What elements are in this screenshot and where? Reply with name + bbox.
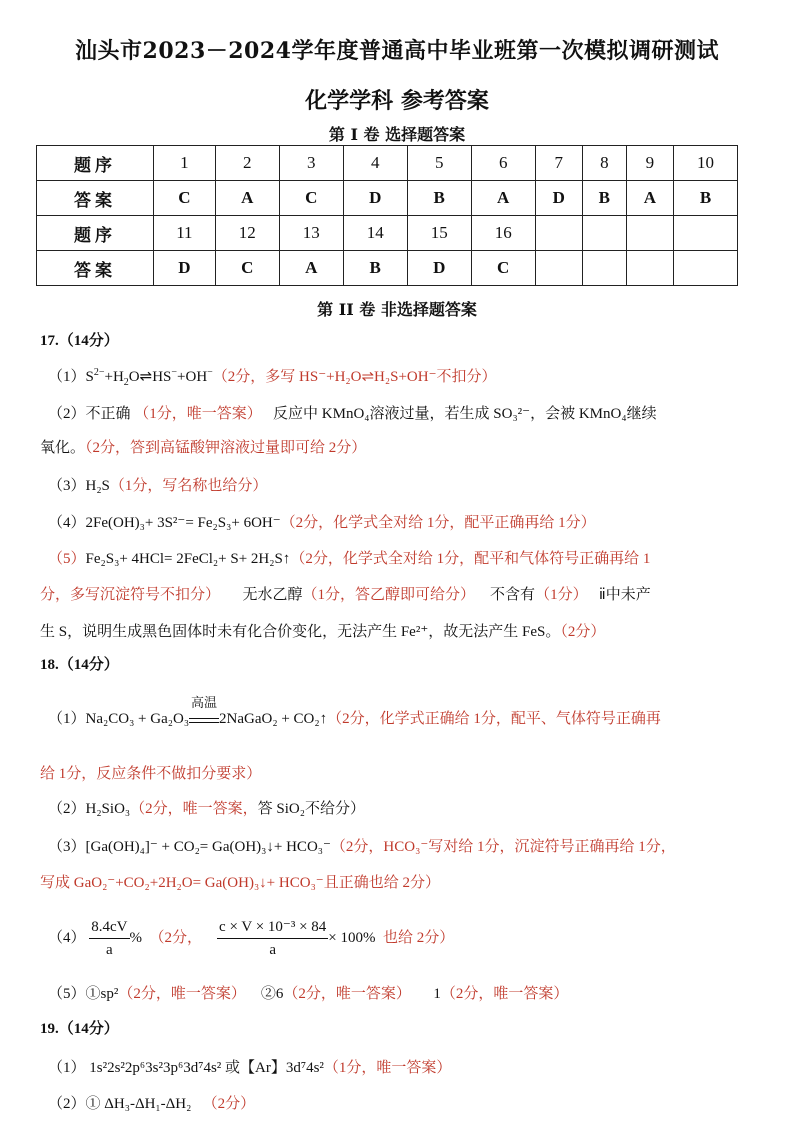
q17-part2 (48, 403, 768, 425)
q17-part5-note5: （2分） (560, 624, 606, 640)
q17-part5-solvent: 无水乙醇 (242, 587, 303, 603)
q17-part5-contains: 不含有 (490, 587, 536, 603)
q18-part1-reactants: Na₂CO₃ + Ga₂O₃ (85, 711, 190, 727)
empty-cell (626, 216, 673, 251)
question-number: 9 (626, 146, 673, 181)
answer-cell: C (471, 251, 535, 286)
q19-part2-answer: （2）① ΔH₃-ΔH₁-ΔH₂ (48, 1096, 192, 1112)
q18-part3-cont (40, 872, 760, 894)
fraction-1 (89, 916, 129, 961)
answer-cell: C (154, 181, 216, 216)
q17-part5-note3: （1分，答乙醇即可给分） (302, 587, 476, 603)
answer-cell: C (279, 181, 343, 216)
q17-part4-note: （2分，化学式全对给 1分，配平正确再给 1分） (280, 515, 596, 531)
table-row (37, 181, 738, 216)
empty-cell (535, 251, 582, 286)
q17-part2-reason-end: 氧化。 (40, 440, 86, 456)
q18-part5-answer2: ②6 (260, 986, 284, 1002)
question-number: 12 (215, 216, 279, 251)
answer-cell: A (626, 181, 673, 216)
section-1-heading: 第 I 卷 选择题答案 (328, 125, 466, 144)
q18-part5-note2: （2分，唯一答案） (283, 986, 411, 1002)
empty-cell (673, 216, 737, 251)
question-number: 4 (343, 146, 407, 181)
q18-part1-cont (40, 763, 760, 785)
empty-cell (673, 251, 737, 286)
q17-part1: $(1)S^{2-}+H_2O\rightleftharpoons HS^-+OH^-(2$分，多写 HS⁻+H₂O⇌H₂S+OH⁻不扣分） (48, 367, 497, 388)
q17-part5 (48, 548, 768, 570)
q18-part5-answer3: 1 (433, 986, 441, 1002)
empty-cell (582, 251, 626, 286)
question-number: 8 (582, 146, 626, 181)
question-number: 1 (154, 146, 216, 181)
percent-sign: % (129, 929, 143, 946)
table-row (37, 251, 738, 286)
question-number: 16 (471, 216, 535, 251)
q18-part4 (48, 916, 768, 961)
q18-part4-label: （4） (48, 929, 86, 946)
equals-sign-icon (189, 718, 219, 723)
question-number: 14 (343, 216, 407, 251)
row-label: 题序 (37, 216, 154, 251)
row-label: 题序 (37, 146, 154, 181)
answer-table (36, 145, 738, 286)
q17-part5-cont (40, 584, 760, 606)
q18-part4-note: （2分， (149, 929, 203, 946)
q18-part3-note: （2分，HCO₃⁻写对给 1分，沉淀符号正确再给 1分， (330, 839, 676, 855)
fraction-2-denominator: a (269, 942, 276, 958)
q18-part1-products: 2NaGaO₂ + CO₂↑ (219, 711, 328, 727)
row-label: 答案 (37, 251, 154, 286)
q18-part5-note3: （2分，唯一答案） (440, 986, 569, 1002)
row-label: 答案 (37, 181, 154, 216)
question-number: 2 (215, 146, 279, 181)
q17-part2-note2: （2分，答到高锰酸钾溶液过量即可给 2分） (85, 440, 367, 456)
q17-part1-note: （2分，多写 HS⁻+H₂O⇌H₂S+OH⁻不扣分） (212, 369, 497, 385)
q18-part2-note: （2分，唯一答案， (130, 801, 258, 817)
q17-part5-note: （2分，化学式全对给 1分，配平和气体符号正确再给 1 (290, 551, 651, 567)
q17-part4 (48, 512, 768, 534)
question-number: 5 (407, 146, 471, 181)
fraction-1-denominator: a (106, 942, 113, 958)
q17-part5-note2: 分，多写沉淀符号不扣分） (40, 587, 221, 603)
table-row (37, 216, 738, 251)
page-title: 汕头市2023－2024学年度普通高中毕业班第一次模拟调研测试 (75, 38, 719, 64)
q17-part3-note: （1分，写名称也给分） (109, 478, 268, 494)
question-number: 15 (407, 216, 471, 251)
question-number: 7 (535, 146, 582, 181)
q17-part5-reason2: 生 S，说明生成黑色固体时未有化合价变化，无法产生 Fe²⁺，故无法产生 FeS。 (40, 624, 561, 640)
question-number: 6 (471, 146, 535, 181)
q18-part1-note2: 给 1分，反应条件不做扣分要求） (40, 766, 262, 782)
q18-part1 (48, 695, 768, 730)
answer-cell: B (343, 251, 407, 286)
q17-part5-cont2 (40, 621, 760, 643)
q17-part2-note: （1分，唯一答案） (134, 406, 262, 422)
q17-part3-answer: （3）H₂S (48, 478, 110, 494)
q17-part5-label: （5） (48, 551, 86, 567)
q18-part2-answer: （2）H₂SiO₃ (48, 801, 131, 817)
q18-part1-note: （2分，化学式正确给 1分，配平、气体符号正确再 (327, 711, 661, 727)
answer-cell: A (471, 181, 535, 216)
q19-part1 (48, 1057, 768, 1079)
answer-cell: B (582, 181, 626, 216)
q17-part5-reason: ⅱ中未产 (598, 587, 651, 603)
q18-part5 (48, 983, 768, 1005)
q19-part1-note: （1分，唯一答案） (323, 1060, 452, 1076)
answer-cell: B (407, 181, 471, 216)
q18-part2-note-b: 答 SiO₂不给分） (257, 801, 365, 817)
answer-cell: D (535, 181, 582, 216)
answer-cell: D (407, 251, 471, 286)
q18-part5-answer1: （5）①sp² (48, 986, 119, 1002)
q17-part2-cont (40, 437, 760, 459)
q17-part2-answer: （2）不正确 (48, 406, 131, 422)
q18-part3 (48, 836, 768, 858)
q18-part3-answer: （3）[Ga(OH)₄]⁻ + CO₂= Ga(OH)₃↓+ HCO₃⁻ (48, 839, 331, 855)
fraction-2-numerator: c × V × 10⁻³ × 84 (217, 916, 328, 939)
answer-cell: D (343, 181, 407, 216)
q19-heading: 19.（14分） (40, 1021, 119, 1037)
question-number: 10 (673, 146, 737, 181)
answer-cell: A (279, 251, 343, 286)
q19-part2 (48, 1093, 768, 1115)
q18-part2 (48, 798, 768, 820)
section-2-heading: 第 II 卷 非选择题答案 (317, 300, 477, 319)
times-100-percent: × 100% (328, 929, 376, 946)
q18-part3-note2: 写成 GaO₂⁻+CO₂+2H₂O= Ga(OH)₃↓+ HCO₃⁻且正确也给 2分） (40, 875, 440, 891)
empty-cell (582, 216, 626, 251)
answer-cell: D (154, 251, 216, 286)
answer-cell: A (215, 181, 279, 216)
table-row (37, 146, 738, 181)
q17-part4-answer: （4）2Fe(OH)₃+ 3S²⁻= Fe₂S₃+ 6OH⁻ (48, 515, 281, 531)
answer-cell: B (673, 181, 737, 216)
fraction-2 (217, 916, 328, 961)
q18-heading: 18.（14分） (40, 657, 119, 673)
page-subtitle: 化学学科 参考答案 (305, 88, 489, 114)
q17-part5-answer: Fe₂S₃+ 4HCl= 2FeCl₂+ S+ 2H₂S↑ (85, 551, 291, 567)
q18-part4-note2: 也给 2分） (383, 929, 455, 946)
fraction-1-numerator: 8.4cV (89, 916, 129, 939)
empty-cell (535, 216, 582, 251)
reaction-condition-label: 高温 (191, 695, 218, 710)
answer-cell: C (215, 251, 279, 286)
empty-cell (626, 251, 673, 286)
q17-part5-note4: （1分） (535, 587, 588, 603)
q17-part2-reason: 反应中 KMnO₄溶液过量，若生成 SO₃²⁻，会被 KMnO₄继续 (273, 406, 657, 422)
question-number: 3 (279, 146, 343, 181)
q19-part2-note: （2分） (202, 1096, 256, 1112)
q19-part1-answer: （1） 1s²2s²2p⁶3s²3p⁶3d⁷4s² 或【Ar】3d⁷4s² (48, 1060, 324, 1076)
q18-part5-note1: （2分，唯一答案） (118, 986, 246, 1002)
q17-part3 (48, 475, 768, 497)
question-number: 13 (279, 216, 343, 251)
q17-heading: 17.（14分） (40, 333, 119, 349)
question-number: 11 (154, 216, 216, 251)
q18-part1-label: （1） (48, 711, 86, 727)
reaction-condition (189, 695, 219, 723)
